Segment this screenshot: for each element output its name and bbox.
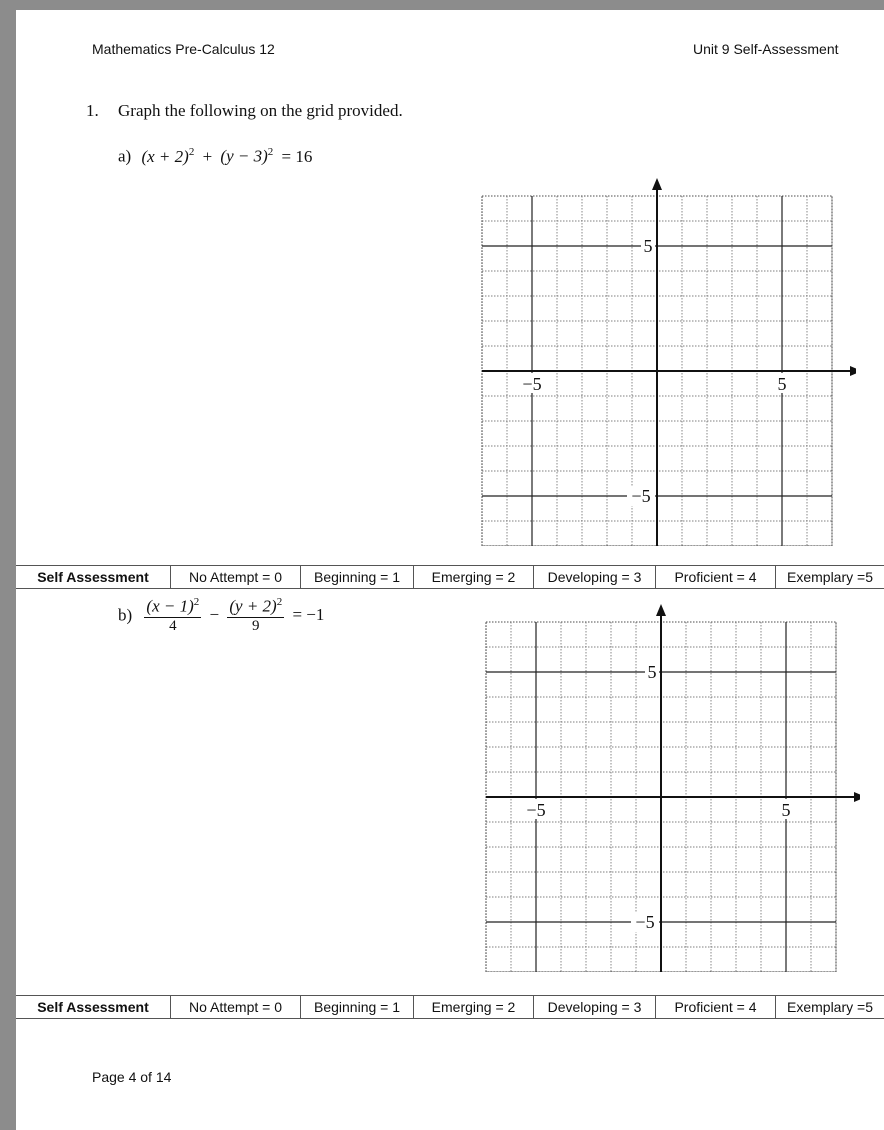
level-exemplary[interactable]: Exemplary =5 <box>787 569 873 585</box>
eq-b-exp1: 2 <box>193 596 200 608</box>
question-text: Graph the following on the grid provided. <box>118 101 403 120</box>
x-axis-arrow <box>854 792 860 802</box>
eq-b-den1: 4 <box>144 617 201 635</box>
header-unit: Unit 9 Self-Assessment <box>693 41 839 57</box>
eq-b-op: − <box>209 605 220 625</box>
eq-b-num2: (y + 2) <box>229 596 277 616</box>
eq-a-term2: (y − 3) <box>220 146 268 166</box>
header-course: Mathematics Pre-Calculus 12 <box>92 41 275 57</box>
part-a-label: a) <box>118 146 132 166</box>
y-neg-label: −5 <box>631 486 651 506</box>
level-no-attempt[interactable]: No Attempt = 0 <box>171 566 301 588</box>
level-emerging[interactable]: Emerging = 2 <box>414 996 534 1018</box>
level-proficient[interactable]: Proficient = 4 <box>656 566 776 588</box>
level-emerging[interactable]: Emerging = 2 <box>414 566 534 588</box>
y-pos-label: 5 <box>643 236 653 256</box>
self-assessment-row-b <box>16 995 884 1019</box>
x-pos-label: 5 <box>777 374 787 394</box>
level-developing[interactable]: Developing = 3 <box>534 996 656 1018</box>
eq-b-fraction2 <box>227 596 284 635</box>
level-no-attempt[interactable]: No Attempt = 0 <box>171 996 301 1018</box>
y-neg-label: −5 <box>635 912 655 932</box>
x-axis-arrow <box>850 366 856 376</box>
equation-a <box>118 146 312 167</box>
self-assessment-row-a <box>16 565 884 589</box>
eq-b-den2: 9 <box>227 617 284 635</box>
y-axis-arrow <box>656 604 666 616</box>
x-neg-label: −5 <box>522 374 542 394</box>
eq-a-term1: (x + 2) <box>141 146 189 166</box>
eq-a-exp1: 2 <box>188 146 195 158</box>
eq-b-num1: (x − 1) <box>146 596 194 616</box>
eq-b-exp2: 2 <box>276 596 283 608</box>
eq-b-rhs: = −1 <box>292 605 325 625</box>
equation-b <box>118 596 324 635</box>
level-developing[interactable]: Developing = 3 <box>534 566 656 588</box>
level-proficient[interactable]: Proficient = 4 <box>656 996 776 1018</box>
graph-grid-b[interactable] <box>478 600 860 972</box>
document-page <box>16 10 884 1130</box>
question-number: 1. <box>86 101 99 120</box>
x-pos-label: 5 <box>781 800 791 820</box>
y-pos-label: 5 <box>647 662 657 682</box>
self-assessment-label: Self Assessment <box>16 566 171 588</box>
x-neg-label: −5 <box>526 800 546 820</box>
part-b-label: b) <box>118 605 133 625</box>
eq-a-op: + <box>202 146 213 166</box>
eq-b-fraction1 <box>144 596 201 635</box>
graph-grid-a[interactable] <box>474 174 856 546</box>
eq-a-exp2: 2 <box>267 146 274 158</box>
y-axis-arrow <box>652 178 662 190</box>
page-number: Page 4 of 14 <box>92 1069 172 1085</box>
eq-a-rhs: = 16 <box>281 146 313 166</box>
level-beginning[interactable]: Beginning = 1 <box>301 566 414 588</box>
self-assessment-label: Self Assessment <box>16 996 171 1018</box>
level-beginning[interactable]: Beginning = 1 <box>301 996 414 1018</box>
level-exemplary[interactable]: Exemplary =5 <box>787 999 873 1015</box>
